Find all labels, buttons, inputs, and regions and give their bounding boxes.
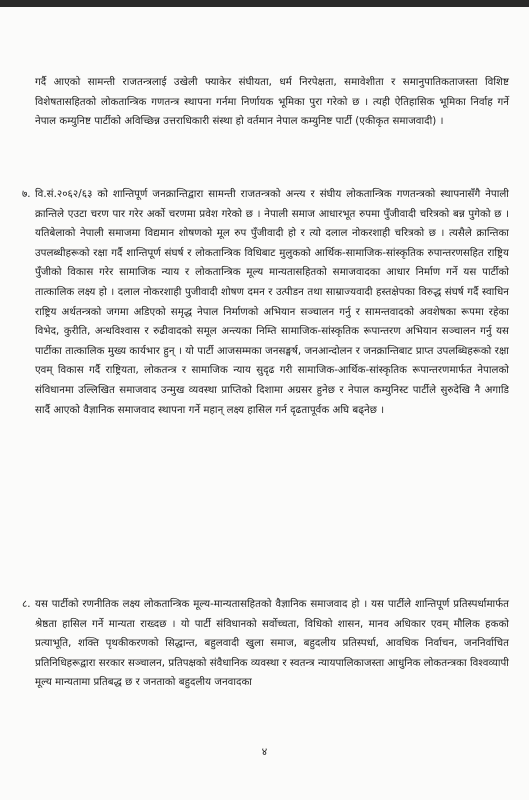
paragraph-continued: गर्दै आएको सामन्ती राजतन्त्रलाई उखेली फ्याकेर संघीयता, धर्म निरपेक्षता, समावेशीता र समानुपातिकताजस्ता विशिष्ट विशेषतासहितको लोकतान्त्रिक गणतन्त्र स्थापना गर्नमा निर्णायक भूमिका पुरा गरेको छ । त्यही ऐतिहासिक भूमिका निर्वाह गर्ने नेपाल कम्युनिष्ट पार्टीको अविच्छिन्न उत्तराधिकारी संस्था हो वर्तमान नेपाल कम्युनिष्ट पार्टी (एकीकृत समाजवादी) । (35, 77, 509, 128)
item-7-text: वि.सं.२०६२/६३ को शान्तिपूर्ण जनक्रान्तिद्वारा सामन्ती राजतन्त्रको अन्त्य र संघीय लोकतान्त्रिक गणतन्त्रको स्थापनासँगै नेपाली क्रान्तिले एउटा चरण पार गरेर अर्को चरणमा प्रवेश गरेको छ । नेपाली समाज आधारभूत रुपमा पुँजीवादी चरित्रको बन्न पुगेको छ । यतिबेलाको नेपाली समाजमा विद्यमान शोषणको मूल रुप पुँजीवादी हो र त्यो दलाल नोकरशाही चरित्रको छ । त्यसैले क्रान्तिका उपलब्धीहरूको रक्षा गर्दै शान्तिपूर्ण संघर्ष र लोकतान्त्रिक विधिबाट मुलुकको आर्थिक-सामाजिक-सांस्कृतिक रुपान्तरणसहित राष्ट्रिय पुँजीको विकास गरेर सामाजिक न्याय र लोकतान्त्रिक मूल्य मान्यतासहितको समाजवादका आधार निर्माण गर्ने यस पार्टीको तात्कालिक लक्ष्य हो । दलाल नोकरशाही पुजीवादी शोषण दमन र उत्पीडन तथा साम्राज्यवादी हस्तक्षेपका विरुद्ध संघर्ष गर्दै स्वाधिन राष्ट्रिय अर्थतन्त्रको जगमा अडिएको समृद्ध नेपाल निर्माणको अभियान सञ्चालन गर्नु र सामन्तवादको अवशेषका रूपमा रहेका विभेद, कुरीति, अन्धविश्वास र रुढीवादको समूल अन्त्यका निम्ति सामाजिक-सांस्कृतिक रूपान्तरण अभियान सञ्चालन गर्नु यस पार्टीका तात्कालिक मुख्य कार्यभार हुन् । यो पार्टी आजसम्मका जनसङ्घर्ष, जनआन्दोलन र जनक्रान्तिबाट प्राप्त उपलब्धिहरूको रक्षा एवम् विकास गर्दै राष्ट्रियता, लोकतन्त्र र सामाजिक न्याय सुदृढ गरी सामाजिक-आर्थिक-सांस्कृतिक रूपान्तरणमार्फत नेपालको संविधानमा उल्लिखित समाजवाद उन्मुख व्यवस्था प्राप्तिको दिशामा अग्रसर हुनेछ र नेपाल कम्युनिस्ट पार्टीले सुरुदेखि नै अगाडि सार्दै आएको वैज्ञानिक समाजवाद स्थापना गर्ने महान् लक्ष्य हासिल गर्न दृढतापूर्वक अघि बढ्नेछ । (35, 189, 509, 416)
window-top-edge (0, 0, 529, 7)
item-8-number: ८. (22, 599, 31, 610)
item-8-text: यस पार्टीको रणनीतिक लक्ष्य लोकतान्त्रिक मूल्य-मान्यतासहितको वैज्ञानिक समाजवाद हो । यस पार्टीले शान्तिपूर्ण प्रतिस्पर्धामार्फत श्रेष्ठता हासिल गर्ने मान्यता राख्दछ । यो पार्टी संविधानको सर्वोच्चता, विधिको शासन, मानव अधिकार एवम् मौलिक हकको प्रत्याभूति, शक्ति पृथकीकरणको सिद्धान्त, बहुलवादी खुला समाज, बहुदलीय प्रतिस्पर्धा, आवधिक निर्वाचन, जननिर्वाचित प्रतिनिधिहरूद्वारा सरकार सञ्चालन, प्रतिपक्षको संवैधानिक व्यवस्था र स्वतन्त्र न्यायपालिकाजस्ता आधुनिक लोकतन्त्रका विश्वव्यापी मूल्य मान्यतामा प्रतिबद्ध छ र जनताको बहुदलीय जनवादका (35, 599, 509, 689)
document-page (0, 7, 529, 800)
page-number: ४ (261, 746, 268, 758)
item-7-number: ७. (22, 189, 31, 200)
